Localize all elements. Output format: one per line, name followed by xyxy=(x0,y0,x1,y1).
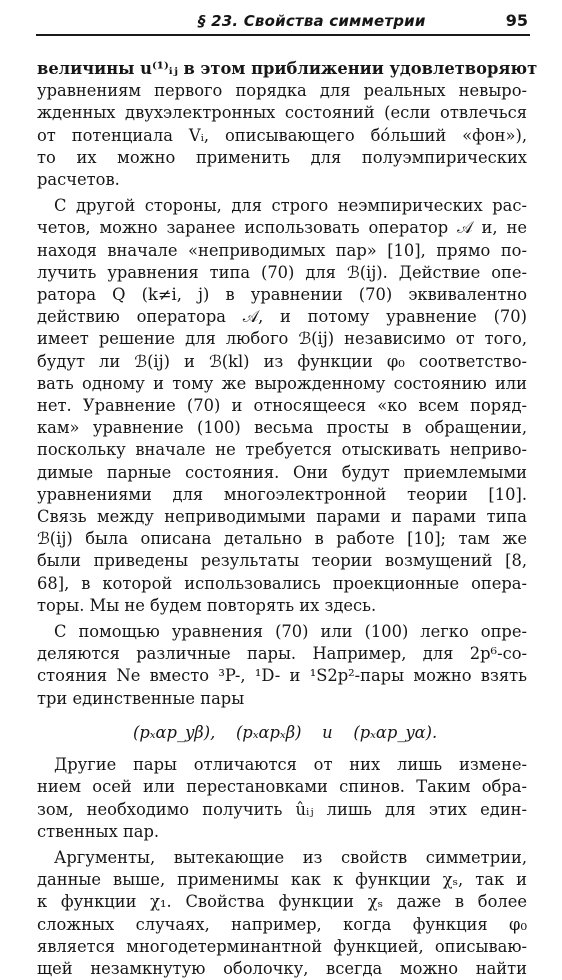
text-line: от потенциала Vᵢ, описывающего бо́льший «фон»), xyxy=(37,125,527,145)
text-line: 68], в которой использовались проекционные опера- xyxy=(37,573,527,593)
running-header xyxy=(36,8,530,36)
text-line: жденных двухэлектронных состояний (если отвлечься xyxy=(37,103,527,123)
text-line: сложных случаях, например, когда функция φ₀ xyxy=(37,914,527,934)
text-line: торы. Мы не будем повторять их здесь. xyxy=(37,595,377,615)
text-line: величины u⁽¹⁾ᵢⱼ в этом приближении удовлетворяют xyxy=(37,59,538,78)
text-line: является многодетерминантной функцией, описываю- xyxy=(37,936,527,956)
text-line: кам» уравнение (100) весьма просты в обращении, xyxy=(37,418,527,438)
text-line: Другие пары отличаются от них лишь измене- xyxy=(54,755,527,775)
text-line: находя вначале «неприводимых пар» [10], прямо по- xyxy=(37,240,527,260)
text-line: зом, необходимо получить ûᵢⱼ лишь для этих един- xyxy=(37,799,527,819)
text-line: димые парные состояния. Они будут приемлемыми xyxy=(37,462,527,482)
body-text xyxy=(37,58,538,980)
text-line: ратора Q (k≠i, j) в уравнении (70) эквивалентно xyxy=(37,285,527,305)
text-line: уравнениями для многоэлектронной теории [10]. xyxy=(37,484,527,504)
text-line: деляются различные пары. Например, для 2p⁶-со- xyxy=(37,644,527,664)
text-line: ℬ(ij) была описана детально в работе [10]; там же xyxy=(37,529,527,549)
text-line: три единственные пары xyxy=(37,688,245,708)
text-line: данные выше, применимы как к функции χₛ, так и xyxy=(37,870,527,890)
text-line: вать одному и тому же вырожденному состоянию или xyxy=(37,373,527,393)
text-line: С помощью уравнения (70) или (100) легко опре- xyxy=(54,622,527,642)
text-line: нием осей или перестановками спинов. Таким обра- xyxy=(37,777,527,797)
text-line: то их можно применить для полуэмпирических xyxy=(37,147,527,167)
text-line: действию оператора 𝒜, и потому уравнение (70) xyxy=(37,307,527,327)
text-line: Аргументы, вытекающие из свойств симметрии, xyxy=(54,847,527,867)
text-line: были приведены результаты теории возмущений [8, xyxy=(37,551,527,571)
text-line: к функции χ₁. Свойства функции χₛ даже в более xyxy=(37,892,527,912)
text-line: ственных пар. xyxy=(37,821,160,841)
text-line: четов, можно заранее использовать оператор 𝒜 и, не xyxy=(37,218,527,238)
text-line: нет. Уравнение (70) и относящееся «ко всем поряд- xyxy=(37,396,527,416)
text-line: С другой стороны, для строго неэмпирических рас- xyxy=(54,196,527,216)
pair-formula: (pₓαp_yβ), (pₓαpₓβ) и (pₓαp_yα). xyxy=(133,722,438,742)
text-line: поскольку вначале не требуется отыскивать неприво- xyxy=(37,440,527,460)
page-number: 95 xyxy=(505,11,528,30)
text-line: уравнениям первого порядка для реальных невыро- xyxy=(37,81,527,101)
section-title: § 23. Свойства симметрии xyxy=(198,12,426,30)
text-line: имеет решение для любого ℬ(ij) независимо от того, xyxy=(37,329,527,349)
text-line: расчетов. xyxy=(37,170,120,190)
text-line: щей незамкнутую оболочку, всегда можно найти xyxy=(37,958,527,978)
text-line: стояния Ne вместо ³P-, ¹D- и ¹S2p²-пары можно взять xyxy=(37,666,527,686)
text-line: будут ли ℬ(ij) и ℬ(kl) из функции φ₀ соответство- xyxy=(37,351,527,371)
text-line: лучить уравнения типа (70) для ℬ(ij). Действие опе- xyxy=(37,262,527,282)
text-line: Связь между неприводимыми парами и парами типа xyxy=(37,507,527,527)
